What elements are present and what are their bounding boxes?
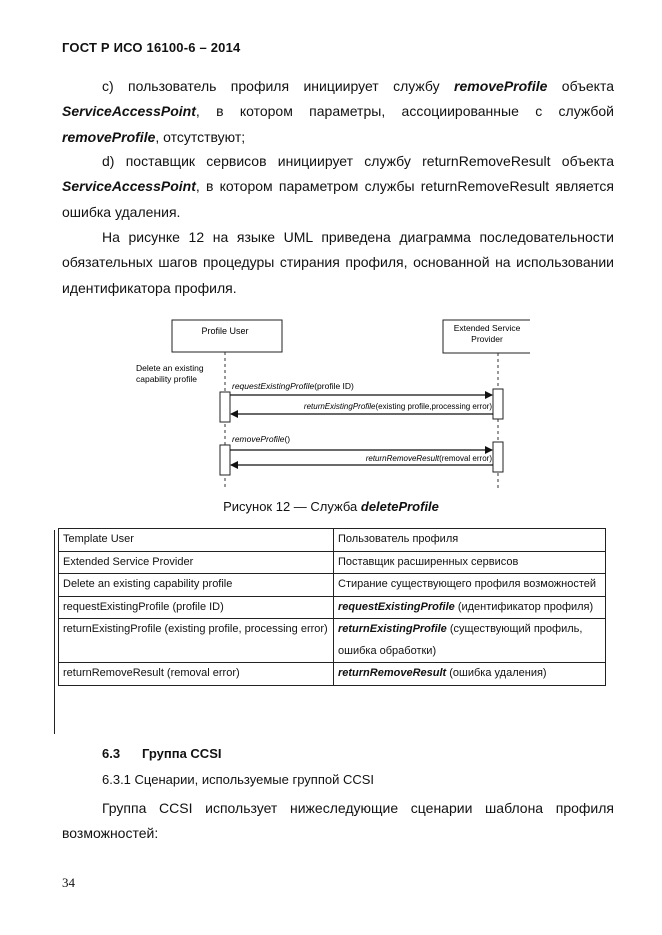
- table-left-rule: [54, 530, 55, 734]
- table-row: [59, 574, 606, 597]
- sequence-diagram: [130, 312, 530, 497]
- table-cell-en: Extended Service Provider: [59, 551, 334, 574]
- paragraph-figure-intro: На рисунке 12 на языке UML приведена диаграмма последовательности обязательных шагов процедуры стирания профиля, основанной на использовании идентификатора профиля.: [62, 229, 614, 296]
- msg-return-remove-result: returnRemoveResult(removal error): [365, 454, 492, 463]
- msg-request-existing-profile: requestExistingProfile(profile ID): [232, 381, 354, 391]
- figure-caption: Рисунок 12 — Служба deleteProfile: [223, 499, 439, 514]
- paragraph-ccsi: Группа CCSI использует нижеследующие сценарии шаблона профиля возможностей:: [62, 800, 614, 842]
- lifeline-user-box: [172, 320, 282, 352]
- table-cell-ru: Стирание существующего профиля возможностей: [334, 574, 606, 597]
- msg-return-existing-profile: returnExistingProfile(existing profile,processing error): [303, 402, 492, 411]
- table-cell-ru: returnRemoveResult (ошибка удаления): [334, 663, 606, 686]
- table-row: [59, 596, 606, 619]
- paragraph-item-c: c) пользователь профиля инициирует службу removeProfile объекта ServiceAccessPoint, в котором параметры, ассоциированные с службой removeProfile, отсутствуют;: [62, 78, 614, 145]
- activation-user-1: [220, 392, 230, 422]
- page-number: 34: [62, 875, 75, 890]
- table-cell-en: returnRemoveResult (removal error): [59, 663, 334, 686]
- activation-provider-2: [493, 442, 503, 472]
- section-heading: [102, 746, 221, 761]
- note-text-1: Delete an existing: [136, 363, 204, 373]
- activation-user-2: [220, 445, 230, 475]
- lifeline-user-label: Profile User: [201, 326, 249, 336]
- table-cell-en: Delete an existing capability profile: [59, 574, 334, 597]
- section-title: Группа CCSI: [142, 746, 222, 761]
- note-text-2: capability profile: [136, 374, 197, 384]
- terms-table: [58, 528, 606, 686]
- subsection-heading: 6.3.1 Сценарии, используемые группой CCSI: [102, 772, 375, 787]
- table-cell-ru: Поставщик расширенных сервисов: [334, 551, 606, 574]
- lifeline-provider-label-1: Extended Service: [453, 323, 521, 333]
- activation-provider-1: [493, 389, 503, 419]
- table-cell-ru: returnExistingProfile (существующий профиль, ошибка обработки): [334, 619, 606, 663]
- table-row: [59, 529, 606, 552]
- section-number: 6.3: [102, 746, 121, 761]
- msg-remove-profile: removeProfile(): [232, 434, 291, 444]
- table-row: [59, 551, 606, 574]
- table-cell-ru: Пользователь профиля: [334, 529, 606, 552]
- table-row: [59, 619, 606, 663]
- lifeline-provider-label-2: Provider: [471, 334, 503, 344]
- table-cell-en: Template User: [59, 529, 334, 552]
- table-cell-en: requestExistingProfile (profile ID): [59, 596, 334, 619]
- table-cell-ru: requestExistingProfile (идентификатор профиля): [334, 596, 606, 619]
- paragraph-item-d: d) поставщик сервисов инициирует службу returnRemoveResult объекта ServiceAccessPoint, в котором параметром службы returnRemoveResult является ошибка удаления.: [62, 153, 614, 220]
- table-row: [59, 663, 606, 686]
- document-header: ГОСТ Р ИСО 16100-6 – 2014: [62, 40, 241, 55]
- table-cell-en: returnExistingProfile (existing profile, processing error): [59, 619, 334, 663]
